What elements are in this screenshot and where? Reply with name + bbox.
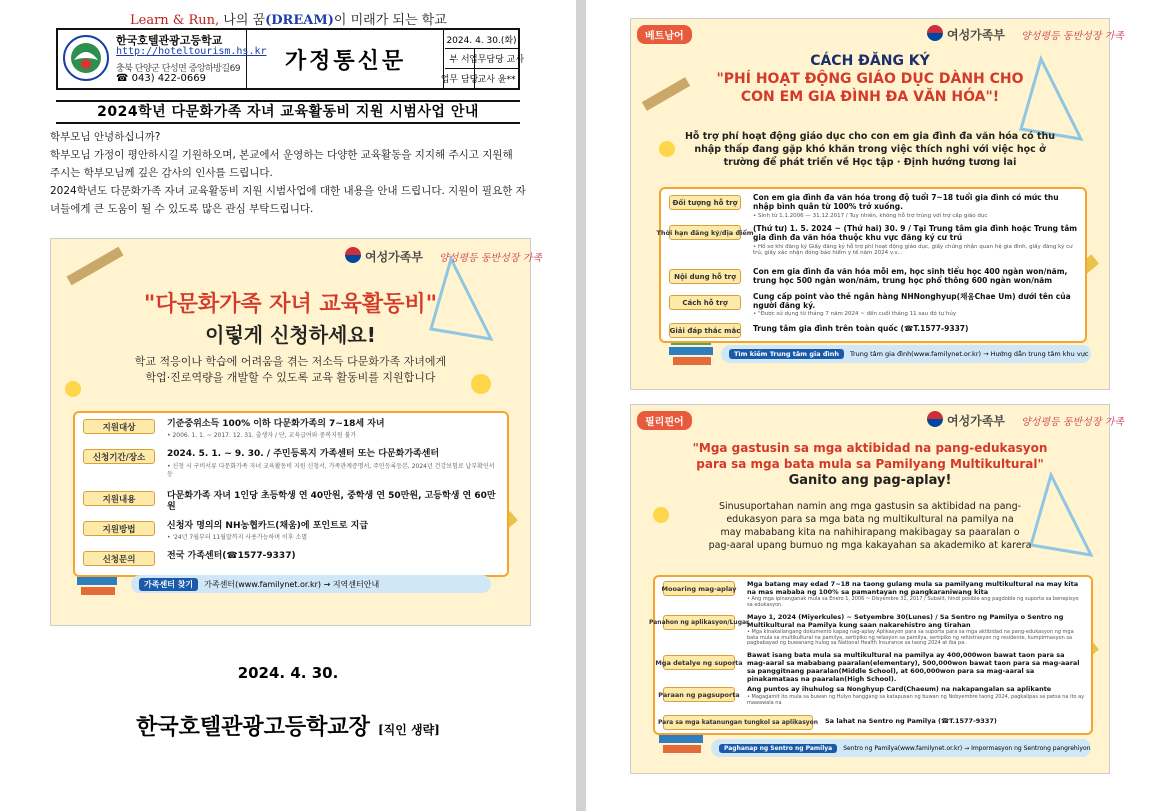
row-sub-period: • 신청 시 구비서류 다문화가족 자녀 교육활동비 지원 신청서, 가족관계증명서, 주민등록등본, 2024년 건강보험료 납부확인서 등 <box>167 463 495 478</box>
row-label-content: 지원내용 <box>83 491 155 506</box>
gov-logo-text: 여성가족부 <box>365 250 423 264</box>
row-text-inquiry: 전국 가족센터(☎1577-9337) <box>167 551 296 561</box>
fil-title-2: para sa mga bata mula sa Pamilyang Multikultural" <box>696 457 1044 471</box>
viet-intro-2: nhập thấp đang gặp khó khăn trong việc thích nghi với việc học ở <box>694 144 1046 155</box>
footer-link-text: 가족센터(www.familynet.or.kr) → 지역센터안내 <box>204 579 380 589</box>
fil-row-label-inquiry: Para sa mga katanungan tungkol sa aplikasyon <box>663 715 813 730</box>
principal-signature <box>0 710 576 741</box>
fil-row-text-content: Bawat isang bata mula sa multikultural na pamilya ay 400,000won bawat taon para sa mag-aaral sa mababang paaralan(elementary), 500,000won bawat taon para sa mag-aaral sa panggitnang paaralan(Middle School), at 600,000won para sa mag-aaral sa pinakamataas na paaralan(High School). <box>747 651 1080 683</box>
viet-title-3: CON EM GIA ĐÌNH ĐA VĂN HÓA"! <box>740 89 1000 105</box>
greeting: 학부모님 안녕하십니까? <box>50 131 161 143</box>
meta-staff-value: 교사 윤** <box>477 75 516 85</box>
viet-find-center-button[interactable]: Tìm kiếm Trung tâm gia đình <box>729 349 844 359</box>
school-name: 한국호텔관광고등학교 <box>116 34 223 47</box>
fil-row-text-inquiry: Sa lahat na Sentro ng Pamilya (☎T.1577-9337) <box>825 717 997 725</box>
viet-intro-1: Hỗ trợ phí hoạt động giáo dục cho con em gia đình đa văn hóa có thu <box>684 131 1056 142</box>
row-label-target: 지원대상 <box>83 419 155 434</box>
viet-row-label-target: Đối tượng hỗ trợ <box>669 195 741 210</box>
fil-gov-slogan: 양성평등 동반성장 가족 <box>1021 417 1124 428</box>
fil-footer-bar <box>711 739 1091 757</box>
fil-intro-4: pag-aaral upang bumuo ng mga kakayahan sa akademiko at karera <box>708 540 1032 551</box>
header-table <box>56 28 525 90</box>
page-2 <box>586 0 1162 811</box>
poster-info-box <box>73 411 509 577</box>
viet-title-1: CÁCH ĐĂNG KÝ <box>810 53 930 69</box>
viet-row-label-method: Cách hỗ trợ <box>669 295 741 310</box>
principal-name: 한국호텔관광고등학교장 <box>136 715 370 740</box>
lang-tag-vietnamese: 베트남어 <box>637 25 692 44</box>
fil-row-sub-period: • Mga kinakailangang dokumento kapag nag-aplay Aplikasyon para sa suporta para sa mga aktibidad na pang-edukasyon ng mga bata mula sa multikultural na pamilya, sertipiko ng relasyon sa pamilya, sertipiko ng rehistrasyon ng residente, kumpirmasyon sa pagbabayad ng buwanang hulog sa National Health Insurance sa taong 2024 at iba pa. <box>747 629 1074 646</box>
viet-row-label-content: Nội dung hỗ trợ <box>669 269 741 284</box>
row-sub-target: • 2006. 1. 1. ~ 2017. 12. 31. 출생자 / 단, 교육급여와 중복지원 불가 <box>167 432 357 439</box>
fil-row-label-method: Paraan ng pagsuporta <box>663 687 735 702</box>
viet-intro-3: trường để phát triển về Học tập · Định hướng tương lai <box>723 157 1017 168</box>
body-paragraph-1: 학부모님 가정이 평안하시길 기원하오며, 본교에서 운영하는 다양한 교육활동을 지지해 주시고 지원해 주시는 학부모님께 깊은 감사의 인사를 드립니다. <box>50 149 513 179</box>
school-info-cell <box>58 30 267 88</box>
viet-row-text-period: (Thứ tư) 1. 5. 2024 ~ (Thứ hai) 30. 9 / Tại Trung tâm gia đình hoặc Trung tâm gia đình đa văn hóa thuộc khu vực đăng ký cư trú <box>753 224 1078 242</box>
gov-slogan: 양성평등 동반성장 가족 <box>439 253 542 264</box>
fil-footer-link-text: Sentro ng Pamilya(www.familynet.or.kr) → Impormasyon ng Sentrong pangrehiyon <box>843 744 1091 752</box>
viet-row-text-content: Con em gia đình đa văn hóa mỗi em, học sinh tiểu học 400 ngàn won/năm, trung học 500 ngàn won/năm, trung học phổ thông 600 ngàn won/năm <box>753 267 1068 285</box>
gov-flag-icon <box>345 247 361 263</box>
fil-row-label-target: Mooaring mag-aplay <box>663 581 735 596</box>
fil-row-text-target: Mga batang may edad 7~18 na taong gulang mula sa pamilyang multikultural na may kita na mas mababa ng 100% sa pamantayan ng pangkaraniwang kita <box>747 580 1079 596</box>
fil-gov-logo-text: 여성가족부 <box>947 414 1005 428</box>
find-center-button[interactable]: 가족센터 찾기 <box>139 578 198 591</box>
row-label-method: 지원방법 <box>83 521 155 536</box>
korean-poster <box>50 238 542 626</box>
meta-date: 2024. 4. 30.(화) <box>445 30 518 49</box>
viet-row-sub-method: • "Được sử dụng từ tháng 7 năm 2024 ~ đến cuối tháng 11 sau đó tự hủy <box>753 311 957 317</box>
fil-intro-3: may mababang kita na nahihirapang makibagay sa paaralan o <box>720 527 1020 538</box>
slogan-suffix: 이 미래가 되는 학교 <box>333 13 447 28</box>
fil-find-center-button[interactable]: Paghanap ng Sentro ng Pamilya <box>719 744 837 753</box>
poster-title-1: "다문화가족 자녀 교육활동비" <box>143 292 438 317</box>
row-label-period: 신청기간/장소 <box>83 449 155 464</box>
row-text-target: 기준중위소득 100% 이하 다문화가족의 7~18세 자녀 <box>167 419 385 429</box>
viet-row-label-inquiry: Giải đáp thắc mắc <box>669 323 741 338</box>
slogan-mid: 나의 꿈 <box>219 13 266 28</box>
row-text-period: 2024. 5. 1. ~ 9. 30. / 주민등록지 가족센터 또는 다문화가족센터 <box>167 449 440 459</box>
meta-dept-label: 부 서 <box>445 49 475 69</box>
fil-row-text-period: Mayo 1, 2024 (Miyerkules) ~ Setyembre 30(Lunes) / Sa Sentro ng Pamilya o Sentro ng Multikultural na Pamilya kung saan nakarehistro ang tirahan <box>747 613 1064 629</box>
school-url-link[interactable]: http://hoteltourism.hs.kr <box>116 46 267 57</box>
viet-footer-link-text: Trung tâm gia đình(www.familynet.or.kr) → Hướng dẫn trung tâm khu vực <box>849 350 1089 358</box>
page-1 <box>0 0 576 811</box>
fil-intro-1: Sinusuportahan namin ang mga gastusin sa aktibidad na pang- <box>718 501 1022 512</box>
poster-intro-2: 학업·진로역량을 개발할 수 있도록 교육 활동비를 지원합니다 <box>145 371 436 384</box>
viet-row-text-inquiry: Trung tâm gia đình trên toàn quốc (☎T.1577-9337) <box>753 324 969 333</box>
viet-row-label-period: Thời hạn đăng ký/địa điểm <box>669 225 741 240</box>
viet-gov-flag-icon <box>927 25 943 41</box>
school-slogan <box>130 9 447 28</box>
filipino-poster <box>630 404 1124 774</box>
lang-tag-filipino: 필리핀어 <box>637 411 692 430</box>
fil-row-label-content: Mga detalye ng suporta <box>663 655 735 670</box>
row-text-content: 다문화가족 자녀 1인당 초등학생 연 40만원, 중학생 연 50만원, 고등학생 연 60만원 <box>167 491 496 512</box>
viet-row-text-target: Con em gia đình đa văn hóa trong độ tuổi 7~18 tuổi gia đình có mức thu nhập bình quân từ 100% trở xuống. <box>753 193 1059 211</box>
school-phone: ☎ 043) 422-0669 <box>116 73 206 84</box>
meta-staff-label: 업무 담당 <box>445 69 475 88</box>
row-sub-method: • '24년 7월부터 11월말까지 사용가능하며 이후 소멸 <box>167 534 308 541</box>
school-logo-icon <box>62 34 110 82</box>
fil-row-sub-method: • Magagamit ito mula sa buwan ng Hulyo hanggang sa katapusan ng buwan ng Nobyembre taong 2024, pagkalipas sa petsa na ito ay mawawala na <box>747 694 1085 706</box>
poster-footer-bar <box>131 575 491 593</box>
fil-gov-flag-icon <box>927 411 943 427</box>
viet-gov-slogan: 양성평등 동반성장 가족 <box>1021 31 1124 42</box>
poster-intro-1: 학교 적응이나 학습에 어려움을 겪는 저소득 다문화가족 자녀에게 <box>134 355 447 368</box>
row-text-method: 신청자 명의의 NH농협카드(채움)에 포인트로 지급 <box>167 521 369 531</box>
viet-row-sub-target: • Sinh từ 1.1.2006 — 31.12.2017 / Tuy nhiên, không hỗ trợ trùng với trợ cấp giáo dục <box>753 213 988 219</box>
school-address: 충북 단양군 단성면 중앙하방길69 <box>116 64 241 74</box>
newsletter-title: 가정통신문 <box>248 30 444 88</box>
meta-dept-value: 업무담당 교사 <box>475 49 518 69</box>
fil-title-1: "Mga gastusin sa mga aktibidad na pang-edukasyon <box>692 441 1048 455</box>
fil-row-label-period: Panahon ng aplikasyon/Lugar <box>663 615 735 630</box>
viet-info-box <box>656 187 1087 343</box>
seal-omitted: [직인 생략] <box>377 723 440 737</box>
poster-title-2: 이렇게 신청하세요! <box>205 323 376 347</box>
vietnamese-poster <box>630 18 1124 390</box>
fil-info-box <box>649 575 1093 735</box>
row-label-inquiry: 신청문의 <box>83 551 155 566</box>
issue-date: 2024. 4. 30. <box>237 664 339 682</box>
viet-title-2: "PHÍ HOẠT ĐỘNG GIÁO DỤC DÀNH CHO <box>716 71 1024 87</box>
page-gutter <box>576 0 586 811</box>
viet-footer-bar <box>721 345 1091 363</box>
fil-row-text-method: Ang puntos ay ihuhulog sa Nonghyup Card(Chaeum) na nakapangalan sa aplikante <box>747 685 1052 693</box>
viet-row-sub-period: • Hồ sơ khi đăng ký Giấy đăng ký hỗ trợ phí hoạt động giáo dục, giấy chứng nhận quan hệ gia đình, giấy đăng ký cư trú, giấy xác nhận đóng bảo hiểm y tế năm 2024 v.v... <box>753 244 1073 256</box>
body-paragraph-2: 2024학년도 다문화가족 자녀 교육활동비 지원 시범사업에 대한 내용을 안내 드립니다. 지원이 필요한 자녀들에게 큰 도움이 될 수 있도록 많은 관심 부탁드립니다. <box>50 185 526 215</box>
slogan-dream: (DREAM) <box>265 13 334 28</box>
fil-title-3: Ganito ang pag-aplay! <box>788 473 952 488</box>
fil-row-sub-target: • Ang mga ipinanganak mula sa Enero 1, 2006 ~ Disyembre 31, 2017 / Subalit, hindi posible ang pagdoble ng suporta sa benepisyo sa edukasyon. <box>747 596 1079 608</box>
slogan-learn-run: Learn & Run, <box>130 13 220 28</box>
viet-row-text-method: Cung cấp point vào thẻ ngân hàng NHNonghyup(채움Chae Um) dưới tên của người đăng ký. <box>753 292 1071 310</box>
document-title: 2024학년 다문화가족 자녀 교육활동비 지원 시범사업 안내 <box>56 100 520 124</box>
viet-gov-logo-text: 여성가족부 <box>947 28 1005 42</box>
fil-intro-2: edukasyon para sa mga bata ng multikultural na pamilya na <box>726 514 1014 525</box>
